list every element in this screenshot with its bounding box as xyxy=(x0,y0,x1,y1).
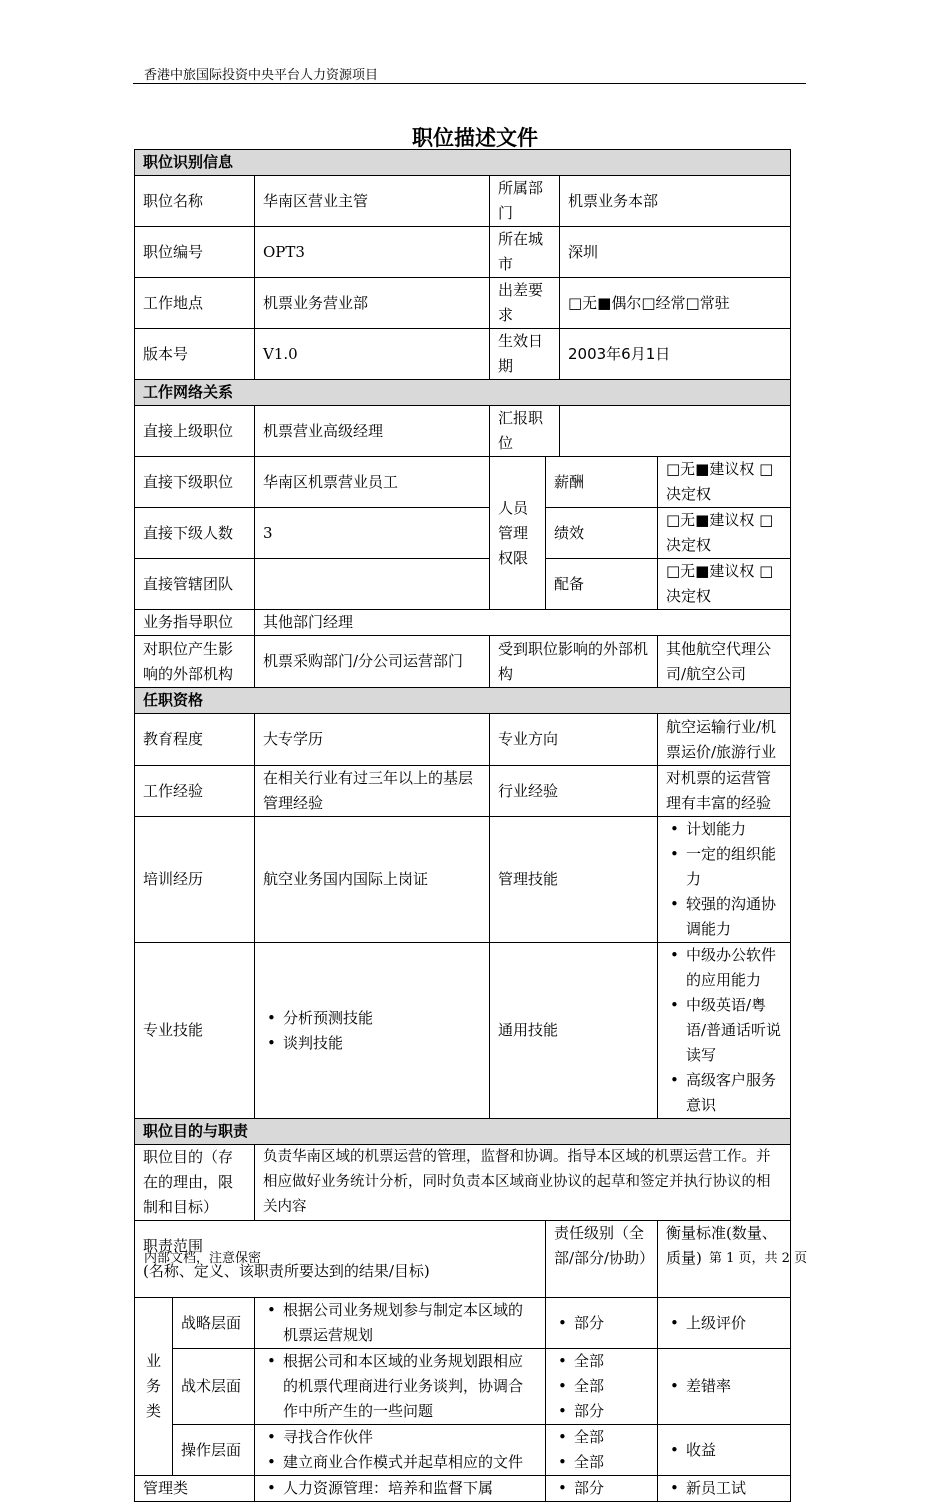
label-version: 版本号 xyxy=(135,329,255,380)
value-reports-to xyxy=(560,406,791,457)
tactical-measures xyxy=(658,1349,791,1425)
label-business-guidance: 业务指导职位 xyxy=(135,610,255,636)
header-measure: 衡量标准(数量、质量) xyxy=(658,1221,791,1298)
list-item: • 新员工试 xyxy=(686,1476,782,1501)
management-skills-list xyxy=(658,817,791,943)
label-industry-experience: 行业经验 xyxy=(490,766,658,817)
label-management-skills: 管理技能 xyxy=(490,817,658,943)
management-levels xyxy=(546,1476,658,1502)
list-item: • 全部 xyxy=(574,1425,649,1450)
label-position-name: 职位名称 xyxy=(135,176,255,227)
value-direct-supervisor: 机票营业高级经理 xyxy=(255,406,490,457)
label-professional-skills: 专业技能 xyxy=(135,943,255,1119)
label-department: 所属部门 xyxy=(490,176,560,227)
list-item: • 全部 xyxy=(574,1349,649,1374)
general-skills-list xyxy=(658,943,791,1119)
value-training: 航空业务国内国际上岗证 xyxy=(255,817,490,943)
value-performance: □无■建议权 □决定权 xyxy=(658,508,791,559)
label-operational-level: 操作层面 xyxy=(173,1425,255,1476)
header-divider xyxy=(133,83,806,84)
authority-line-1: 人员 xyxy=(498,498,529,517)
label-tactical-level: 战术层面 xyxy=(173,1349,255,1425)
list-item: • 人力资源管理：培养和监督下属 xyxy=(283,1476,537,1501)
label-purpose: 职位目的（存在的理由，限制和目标） xyxy=(135,1145,255,1221)
list-item: • 全部 xyxy=(574,1374,649,1399)
list-item: • 较强的沟通协调能力 xyxy=(686,892,782,942)
strategic-measures xyxy=(658,1298,791,1349)
tactical-levels xyxy=(546,1349,658,1425)
section-network: 工作网络关系 xyxy=(135,380,791,406)
value-version: V1.0 xyxy=(255,329,490,380)
job-description-table xyxy=(134,149,791,1502)
label-team: 直接管辖团队 xyxy=(135,559,255,610)
list-item: • 中级英语/粤语/普通话听说读写 xyxy=(686,993,782,1068)
label-effective-date: 生效日期 xyxy=(490,329,560,380)
list-item: • 上级评价 xyxy=(686,1311,782,1336)
value-major: 航空运输行业/机票运价/旅游行业 xyxy=(658,714,791,766)
list-item: • 谈判技能 xyxy=(283,1031,481,1056)
value-travel: □无■偶尔□经常□常驻 xyxy=(560,278,791,329)
list-item: • 寻找合作伙伴 xyxy=(283,1425,537,1450)
section-purpose: 职位目的与职责 xyxy=(135,1119,791,1145)
label-city: 所在城市 xyxy=(490,227,560,278)
header-responsibility-level: 责任级别（全部/部分/协助） xyxy=(546,1221,658,1298)
label-performance: 绩效 xyxy=(546,508,658,559)
document-title: 职位描述文件 xyxy=(412,126,538,150)
list-item: • 计划能力 xyxy=(686,817,782,842)
list-item: • 一定的组织能力 xyxy=(686,842,782,892)
value-work-location: 机票业务营业部 xyxy=(255,278,490,329)
value-effective-date: 2003年6月1日 xyxy=(560,329,791,380)
label-subordinate-count: 直接下级人数 xyxy=(135,508,255,559)
duty-scope-subtitle: (名称、定义、该职责所要达到的结果/目标) xyxy=(143,1262,430,1280)
label-general-skills: 通用技能 xyxy=(490,943,658,1119)
tactical-duties xyxy=(255,1349,546,1425)
list-item: • 高级客户服务意识 xyxy=(686,1068,782,1118)
list-item: • 根据公司业务规划参与制定本区域的机票运营规划 xyxy=(283,1298,537,1348)
label-position-code: 职位编号 xyxy=(135,227,255,278)
value-subordinate-count: 3 xyxy=(255,508,490,559)
value-position-name: 华南区营业主管 xyxy=(255,176,490,227)
list-item: • 部分 xyxy=(574,1311,649,1336)
value-external-affected: 其他航空代理公司/航空公司 xyxy=(658,636,791,688)
label-external-influencers: 对职位产生影响的外部机构 xyxy=(135,636,255,688)
section-identification: 职位识别信息 xyxy=(135,150,791,176)
value-position-code: OPT3 xyxy=(255,227,490,278)
professional-skills-list xyxy=(255,943,490,1119)
label-education: 教育程度 xyxy=(135,714,255,766)
value-team xyxy=(255,559,490,610)
label-strategic-level: 战略层面 xyxy=(173,1298,255,1349)
strategic-duties xyxy=(255,1298,546,1349)
label-training: 培训经历 xyxy=(135,817,255,943)
value-education: 大专学历 xyxy=(255,714,490,766)
management-measures xyxy=(658,1476,791,1502)
label-salary: 薪酬 xyxy=(546,457,658,508)
operational-measures xyxy=(658,1425,791,1476)
value-department: 机票业务本部 xyxy=(560,176,791,227)
list-item: • 分析预测技能 xyxy=(283,1006,481,1031)
value-purpose: 负责华南区域的机票运营的管理，监督和协调。指导本区域的机票运营工作。并相应做好业务统计分析，同时负责本区域商业协议的起草和签定并执行协议的相关内容 xyxy=(255,1145,791,1221)
label-work-experience: 工作经验 xyxy=(135,766,255,817)
label-business-category: 业务类 xyxy=(135,1298,173,1476)
section-qualification: 任职资格 xyxy=(135,688,791,714)
header-project: 香港中旅国际投资中央平台人力资源项目 xyxy=(144,68,379,83)
value-business-guidance: 其他部门经理 xyxy=(255,610,791,636)
authority-line-3: 权限 xyxy=(498,548,529,567)
label-staffing: 配备 xyxy=(546,559,658,610)
list-item: • 中级办公软件的应用能力 xyxy=(686,943,782,993)
value-city: 深圳 xyxy=(560,227,791,278)
duty-scope-title: 职责范围 xyxy=(143,1237,204,1255)
strategic-levels xyxy=(546,1298,658,1349)
list-item: • 根据公司和本区域的业务规划跟相应的机票代理商进行业务谈判，协调合作中所产生的一些问题 xyxy=(283,1349,537,1424)
value-direct-subordinate: 华南区机票营业员工 xyxy=(255,457,490,508)
operational-duties xyxy=(255,1425,546,1476)
label-reports-to: 汇报职位 xyxy=(490,406,560,457)
value-industry-experience: 对机票的运营管理有丰富的经验 xyxy=(658,766,791,817)
label-external-affected: 受到职位影响的外部机构 xyxy=(490,636,658,688)
value-work-experience: 在相关行业有过三年以上的基层管理经验 xyxy=(255,766,490,817)
label-travel: 出差要求 xyxy=(490,278,560,329)
list-item: • 收益 xyxy=(686,1438,782,1463)
list-item: • 差错率 xyxy=(686,1374,782,1399)
value-external-influencers: 机票采购部门/分公司运营部门 xyxy=(255,636,490,688)
label-direct-subordinate: 直接下级职位 xyxy=(135,457,255,508)
authority-line-2: 管理 xyxy=(498,523,529,542)
label-direct-supervisor: 直接上级职位 xyxy=(135,406,255,457)
list-item: • 部分 xyxy=(574,1399,649,1424)
label-management-category: 管理类 xyxy=(135,1476,255,1502)
list-item: • 全部 xyxy=(574,1450,649,1475)
footer-confidential: 内部文档，注意保密 xyxy=(144,1251,262,1266)
operational-levels xyxy=(546,1425,658,1476)
value-salary: □无■建议权 □决定权 xyxy=(658,457,791,508)
footer-page-number: 第 1 页，共 2 页 xyxy=(709,1251,808,1266)
value-staffing: □无■建议权 □决定权 xyxy=(658,559,791,610)
label-major: 专业方向 xyxy=(490,714,658,766)
label-work-location: 工作地点 xyxy=(135,278,255,329)
management-duties xyxy=(255,1476,546,1502)
list-item: • 建立商业合作模式并起草相应的文件 xyxy=(283,1450,537,1475)
list-item: • 部分 xyxy=(574,1476,649,1501)
authority-label xyxy=(490,457,546,610)
